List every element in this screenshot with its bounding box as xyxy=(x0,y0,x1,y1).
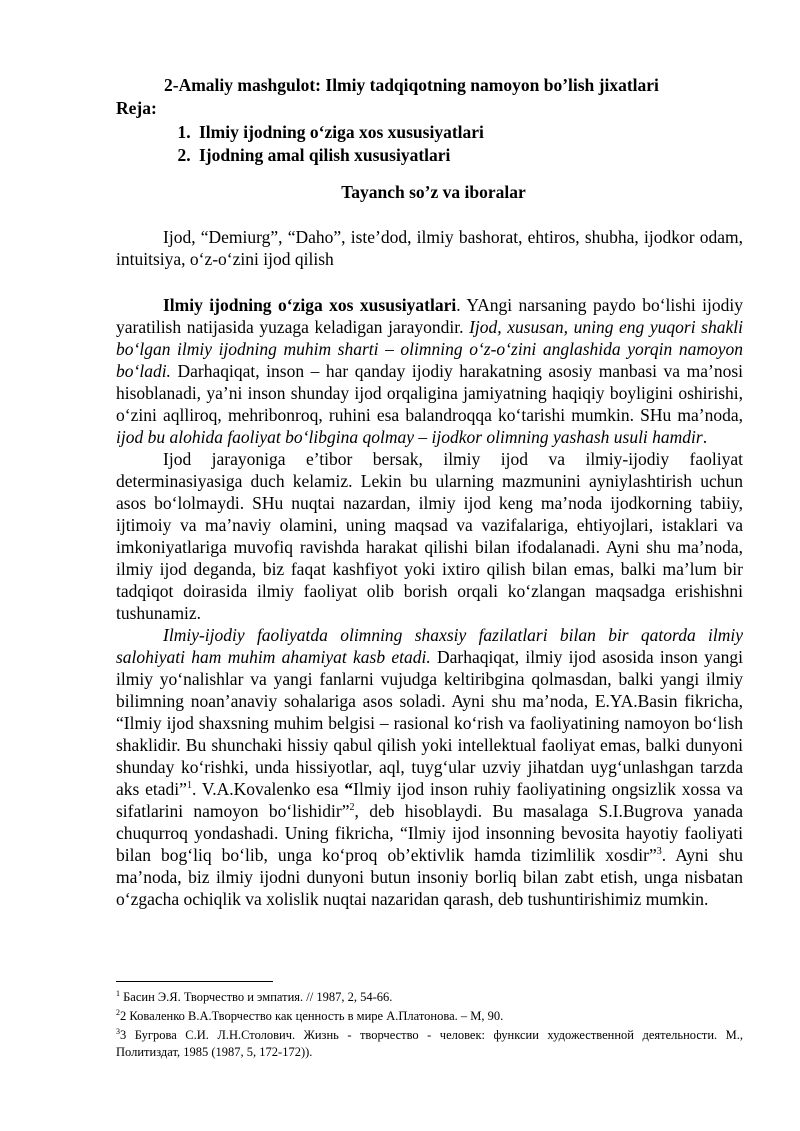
footnote-ref[interactable]: 2 xyxy=(349,802,355,814)
footnote: $^2$2 Коваленко В.А.Творчество как ценность в мире А.Платонова. – М, 90. xyxy=(116,1007,504,1023)
paragraph-3: Ilmiy-ijodiy faoliyatda olimning shaxsiy fazilatlari bilan bir qatorda ilmiy salohiyati ham muhim ahamiyat kasb etadi. Darhaqiqat, ilmiy ijod asosida inson yangi ilmiy yoʻnalishlar va yangi fanlarni vujudga keltiribgina qolmasdan, balki yangi ilmiy bilimning noan’anaviy sohalariga asos soladi. Ayni shu ma’noda, E.YA.Basin fikricha, “Ilmiy ijod shaxsning muhim belgisi – rasional koʻrish va faoliyatining namoyon boʻlish shaklidir. Bu shunchaki hissiy qabul qilish yoki intellektual faoliyat emas, balki dunyoni shunday koʻrishki, unda hissiyotlar, aql, tuygʻular uzviy jihatdan uygʻunlashgan tarzda aks etadi”$^1$. V.A.Kovalenko esa “Ilmiy ijod inson ruhiy faoliyatining ongsizlik xossa va sifatlarini namoyon boʻlishidir”$^2$, deb hisoblaydi. Bu masalaga S.I.Bugrova yanada chuqurroq yondashadi. Uning fikricha, “Ilmiy ijod insonning bevosita hayotiy faoliyati bilan bogʻliq boʻlib, unga koʻproq ob’ektivlik hamda tizimlilik xosdir”$^3$. Ayni shu ma’noda, biz ilmiy ijodni dunyoni butun insoniy borliq bilan zabt etish, unga nisbatan oʻzgacha ochiqlik va xolislik nuqtai nazaridan qarash, deb tushuntirishimiz mumkin. xyxy=(116,625,744,909)
footnote-ref[interactable]: 3 xyxy=(656,846,662,858)
plan-label: Reja: xyxy=(116,98,157,118)
document-body xyxy=(116,74,743,910)
footnote-ref[interactable]: 1 xyxy=(186,780,192,792)
keywords-paragraph: Ijod, “Demiurg”, “Daho”, iste’dod, ilmiy bashorat, ehtiros, shubha, ijodkor odam, intuitsiya, oʻz-oʻzini ijod qilish xyxy=(116,227,743,269)
plan-item: 2. Ijodning amal qilish xususiyatlari xyxy=(195,144,743,167)
section-subtitle: Tayanch so’z va iboralar xyxy=(341,182,526,202)
footnote: $^3$3 Бугрова С.И. Л.Н.Столович. Жизнь - творчество - человек: функсии художественной деятельности. М., Политиздат, 1985 (1987, 5, 172-172)). xyxy=(116,1026,743,1059)
footnote: $^1$ Басин Э.Я. Творчество и эмпатия. // 1987, 2, 54-66. xyxy=(116,988,393,1004)
plan-item: 1. Ilmiy ijodning oʻziga xos xususiyatlari xyxy=(195,121,743,144)
paragraph-2: Ijod jarayoniga e’tibor bersak, ilmiy ijod va ilmiy-ijodiy faoliyat determinasiyasiga duch kelamiz. Lekin bu ularning mazmunini ayniylashtirish uchun asos boʻlolmaydi. SHu nuqtai nazardan, ilmiy ijod keng ma’noda ijodkorning tabiiy, ijtimoiy va ma’naviy olamini, uning maqsad va vazifalariga, ehtiyojlari, istaklari va imkoniyatlariga muvofiq ravishda harakat qilishi bilan ifodalanadi. Ayni shu ma’noda, ilmiy ijod deganda, biz faqat kashfiyot yoki ixtiro qilish bilan emas, balki ma’lum bir tadqiqot doirasida ilmiy faoliyat olib borish orqali koʻzlangan maqsadga erishishni tushunamiz. xyxy=(116,449,743,623)
page-title: 2-Amaliy mashgulot: Ilmiy tadqiqotning namoyon bo’lish jixatlari xyxy=(164,75,659,95)
footnote-separator xyxy=(116,981,273,982)
footnotes xyxy=(116,989,743,1063)
paragraph-1: Ilmiy ijodning oʻziga xos xususiyatlari. YAngi narsaning paydo boʻlishi ijodiy yaratilish natijasida yuzaga keladigan jarayondir. Ijod, xususan, uning eng yuqori shakli boʻlgan ilmiy ijodning muhim sharti – olimning oʻz-oʻzini anglashida yorqin namoyon boʻladi. Darhaqiqat, inson – har qanday ijodiy harakatning asosiy manbasi va ma’nosi hisoblanadi, ya’ni inson shunday ijod orqaligina jamiyatning haqiqiy boyligini oshirishi, oʻzini aqlliroq, mehribonroq, ruhini esa balandroqqa koʻtarishi mumkin. SHu ma’noda, ijod bu alohida faoliyat boʻlibgina qolmay – ijodkor olimning yashash usuli hamdir. xyxy=(116,295,743,447)
plan-list xyxy=(116,121,743,167)
paragraph-lead: Ilmiy ijodning oʻziga xos xususiyatlari xyxy=(163,295,457,315)
